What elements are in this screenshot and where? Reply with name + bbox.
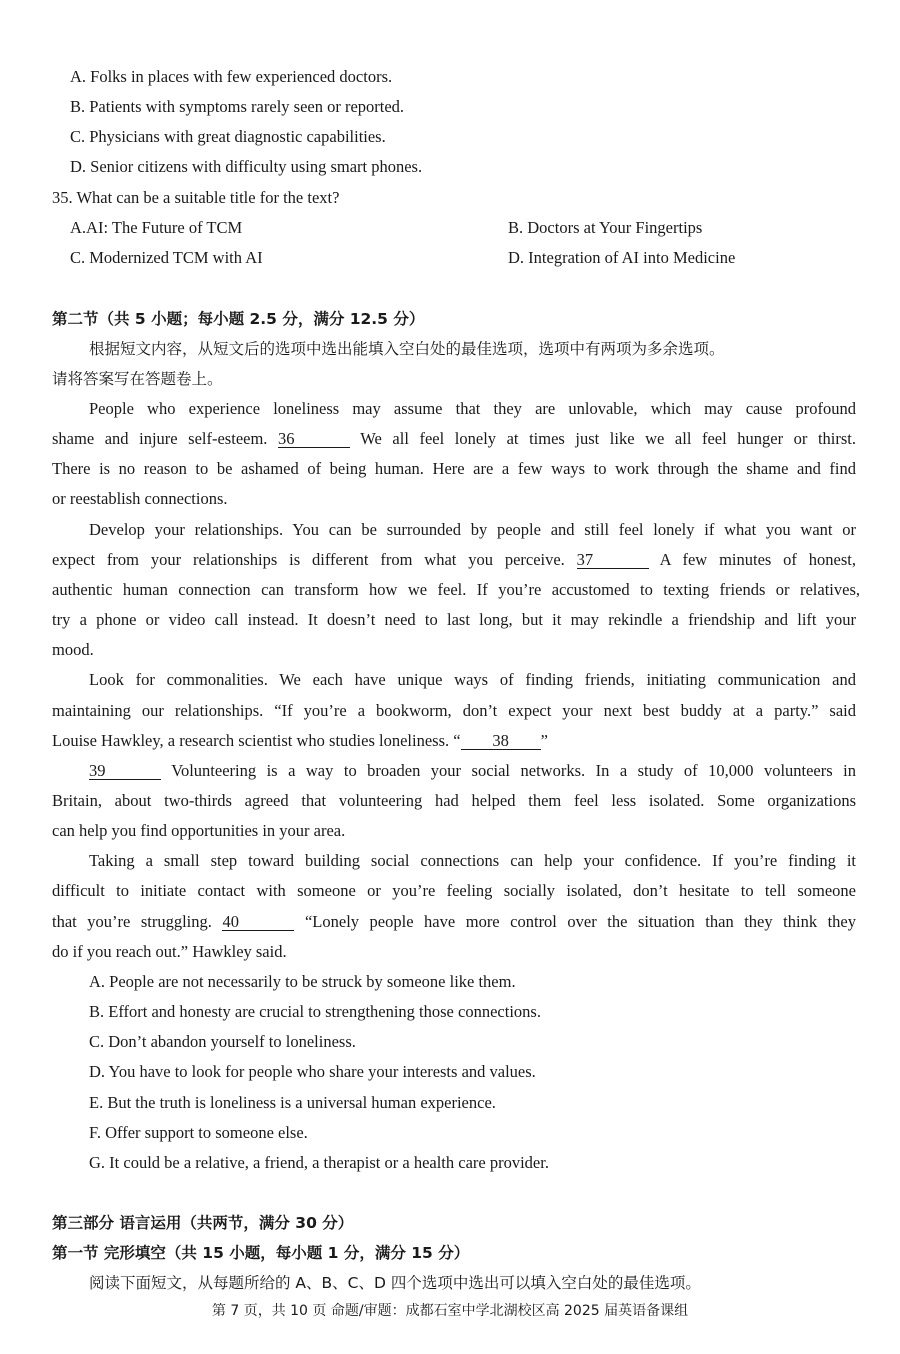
blank-36: 36 [278,430,350,448]
part3-heading: 第三部分 语言运用（共两节，满分 30 分） [52,1214,354,1232]
section2-instruction-1: 根据短文内容，从短文后的选项中选出能填入空白处的最佳选项，选项中有两项为多余选项。 [89,340,725,358]
q34-option-d: D. Senior citizens with difficulty using smart phones. [70,157,423,176]
section2-instruction-2: 请将答案写在答题卷上。 [52,370,223,388]
option-f: F. Offer support to someone else. [89,1123,308,1142]
passage-p1-line4: or reestablish connections. [52,489,228,508]
option-g: G. It could be a relative, a friend, a therapist or a health care provider. [89,1153,549,1172]
passage-p5-line4: do if you reach out.” Hawkley said. [52,942,287,961]
section2-heading: 第二节（共 5 小题；每小题 2.5 分，满分 12.5 分） [52,310,425,328]
passage-p4-line1: 39 Volunteering is a way to broaden your social networks. In a study of 10,000 volunteers in [89,761,856,780]
q35-option-c: C. Modernized TCM with AI [70,248,263,267]
passage-p3-line3: Louise Hawkley, a research scientist who studies loneliness. “ 38 ” [52,731,548,750]
passage-p4-line3: can help you find opportunities in your area. [52,821,346,840]
q35-stem: 35. What can be a suitable title for the text? [52,188,340,207]
option-d: D. You have to look for people who share your interests and values. [89,1062,536,1081]
q34-option-b: B. Patients with symptoms rarely seen or reported. [70,97,405,116]
page-footer: 第 7 页，共 10 页 命题/审题：成都石室中学北湖校区高 2025 届英语备课组 [211,1303,689,1319]
passage-p5-line3: that you’re struggling. 40 “Lonely people have more control over the situation than they think they [52,912,857,931]
blank-38: 38 [461,732,541,750]
passage-p4-line2: Britain, about two-thirds agreed that volunteering had helped them feel less isolated. Some organizations [52,791,856,810]
part3-subheading: 第一节 完形填空（共 15 小题，每小题 1 分，满分 15 分） [52,1244,470,1262]
option-c: C. Don’t abandon yourself to loneliness. [89,1032,356,1051]
passage-p1-line3: There is no reason to be ashamed of being human. Here are a few ways to work through the shame and find [52,459,856,478]
passage-p3-line2: maintaining our relationships. “If you’re a bookworm, don’t expect your next best buddy at a party.” said [52,701,856,720]
blank-39: 39 [89,762,161,780]
option-b: B. Effort and honesty are crucial to strengthening those connections. [89,1002,541,1021]
q35-option-d: D. Integration of AI into Medicine [508,248,736,267]
blank-37: 37 [577,551,649,569]
q35-option-a: A.AI: The Future of TCM [70,218,243,237]
passage-p3-line1: Look for commonalities. We each have unique ways of finding friends, initiating communication and [89,670,856,689]
passage-p2-line3: authentic human connection can transform how we feel. If you’re accustomed to texting friends or relatives, [52,580,860,599]
passage-p1-line1: People who experience loneliness may assume that they are unlovable, which may cause profound [89,399,856,418]
q34-option-a: A. Folks in places with few experienced doctors. [70,67,393,86]
q35-option-b: B. Doctors at Your Fingertips [508,218,703,237]
option-a: A. People are not necessarily to be struck by someone like them. [89,972,516,991]
part3-instruction: 阅读下面短文，从每题所给的 A、B、C、D 四个选项中选出可以填入空白处的最佳选项。 [89,1274,701,1292]
passage-p2-line2: expect from your relationships is different from what you perceive. 37 A few minutes of honest, [52,550,856,569]
q34-option-c: C. Physicians with great diagnostic capabilities. [70,127,386,146]
blank-40: 40 [222,913,294,931]
option-e: E. But the truth is loneliness is a universal human experience. [89,1093,496,1112]
passage-p1-line2: shame and injure self-esteem. 36 We all feel lonely at times just like we all feel hunger or thirst. [52,429,857,448]
passage-p2-line1: Develop your relationships. You can be surrounded by people and still feel lonely if what you want or [89,520,856,539]
passage-p2-line5: mood. [52,640,94,659]
passage-p2-line4: try a phone or video call instead. It doesn’t need to last long, but it may rekindle a friendship and lift your [52,610,856,629]
passage-p5-line1: Taking a small step toward building social connections can help your confidence. If you’re finding it [89,851,856,870]
passage-p5-line2: difficult to initiate contact with someone or you’re feeling socially isolated, don’t hesitate to tell someone [52,881,856,900]
